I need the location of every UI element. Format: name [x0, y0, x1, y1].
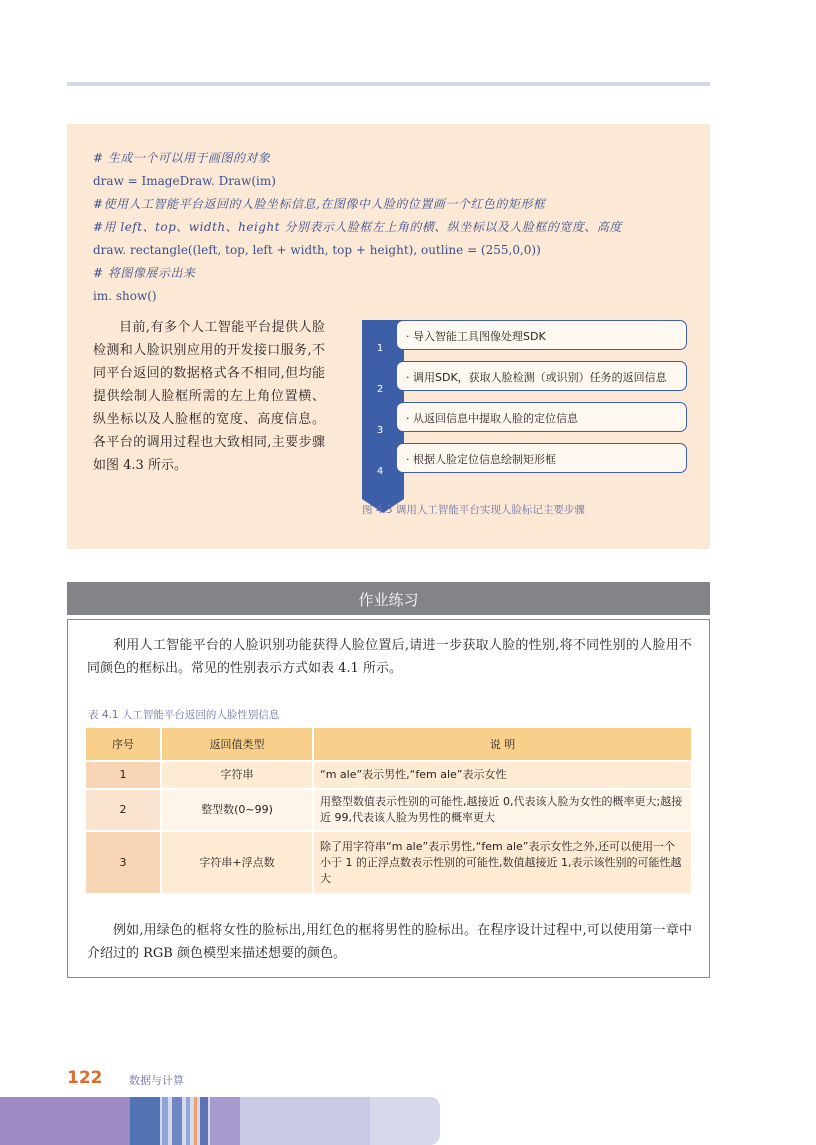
- step-label: · 调用SDK，获取人脸检测（或识别）任务的返回信息: [406, 371, 667, 384]
- homework-box: [67, 619, 710, 978]
- homework-paragraph: 例如,用绿色的框将女性的脸标出,用红色的框将男性的脸标出。在程序设计过程中,可以使用第一章中介绍过的 RGB 颜色模型来描述想要的颜色。: [87, 923, 692, 961]
- step-box: [396, 320, 687, 350]
- step-number: 4: [376, 466, 384, 477]
- step-number: 3: [376, 425, 384, 436]
- table-cell: 字符串+浮点数: [161, 831, 313, 893]
- code-line: # 将图像展示出来: [93, 266, 196, 280]
- step-label: · 从返回信息中提取人脸的定位信息: [406, 412, 578, 425]
- table-cell: 3: [86, 831, 161, 893]
- homework-title: 作业练习: [358, 591, 419, 609]
- code-line: #用 left、top、width、height 分别表示人脸框左上角的横、纵坐标以及人脸框的宽度、高度: [93, 220, 622, 234]
- table-cell: “m ale”表示男性,“fem ale”表示女性: [313, 761, 692, 789]
- step-number: 2: [376, 384, 384, 395]
- table-header-cell: 序号: [86, 728, 161, 761]
- table-cell: 用整型数值表示性别的可能性,越接近 0,代表该人脸为女性的概率更大;越接近 99,代表该人脸为男性的概率更大: [313, 789, 692, 831]
- code-line: draw. rectangle((left, top, left + width, top + height), outline = (255,0,0)): [93, 243, 541, 257]
- homework-paragraph: 利用人工智能平台的人脸识别功能获得人脸位置后,请进一步获取人脸的性别,将不同性别的人脸用不同颜色的框标出。常见的性别表示方式如表 4.1 所示。: [87, 638, 692, 676]
- intro-paragraph: 目前,有多个人工智能平台提供人脸检测和人脸识别应用的开发接口服务,不同平台返回的数据格式各不相同,但均能提供绘制人脸框所需的左上角位置横、纵坐标以及人脸框的宽度、高度信息。各平台的调用过程也大致相同,主要步骤如图 4.3 所示。: [93, 320, 325, 473]
- table-header-row: [86, 728, 692, 761]
- code-line: #使用人工智能平台返回的人脸坐标信息,在图像中人脸的位置画一个红色的矩形框: [93, 197, 546, 211]
- table-cell: 2: [86, 789, 161, 831]
- steps-diagram: [362, 320, 697, 495]
- gender-table: [86, 728, 693, 893]
- step-box: [396, 402, 687, 432]
- step-box: [396, 361, 687, 391]
- figure-caption: 图 4.3 调用人工智能平台实现人脸标记主要步骤: [362, 504, 585, 516]
- book-title: 数据与计算: [129, 1074, 184, 1087]
- table-header-cell: 说 明: [313, 728, 692, 761]
- table-row: [86, 761, 692, 789]
- footer-decoration: [0, 1097, 440, 1145]
- table-header-cell: 返回值类型: [161, 728, 313, 761]
- step-label: · 导入智能工具图像处理SDK: [406, 330, 546, 343]
- table-cell: 整型数(0~99): [161, 789, 313, 831]
- step-2: [362, 361, 697, 393]
- table-cell: 字符串: [161, 761, 313, 789]
- homework-header: [67, 582, 710, 615]
- step-number: 1: [376, 343, 384, 354]
- code-block: [93, 147, 622, 308]
- code-line: # 生成一个可以用于画图的对象: [93, 151, 271, 165]
- step-label: · 根据人脸定位信息绘制矩形框: [406, 453, 556, 466]
- code-line: draw = ImageDraw. Draw(im): [93, 174, 276, 188]
- table-row: [86, 789, 692, 831]
- table-cell: 1: [86, 761, 161, 789]
- table-row: [86, 831, 692, 893]
- table-caption: 表 4.1 人工智能平台返回的人脸性别信息: [88, 709, 280, 721]
- step-box: [396, 443, 687, 473]
- code-line: im. show(): [93, 289, 157, 303]
- top-rule: [67, 82, 710, 86]
- step-3: [362, 402, 697, 434]
- code-panel: [67, 124, 710, 549]
- table-cell: 除了用字符串“m ale”表示男性,“fem ale”表示女性之外,还可以使用一个小于 1 的正浮点数表示性别的可能性,数值越接近 1,表示该性别的可能性越大: [313, 831, 692, 893]
- step-1: [362, 320, 697, 352]
- step-4: [362, 443, 697, 475]
- page-number: 122: [67, 1068, 103, 1088]
